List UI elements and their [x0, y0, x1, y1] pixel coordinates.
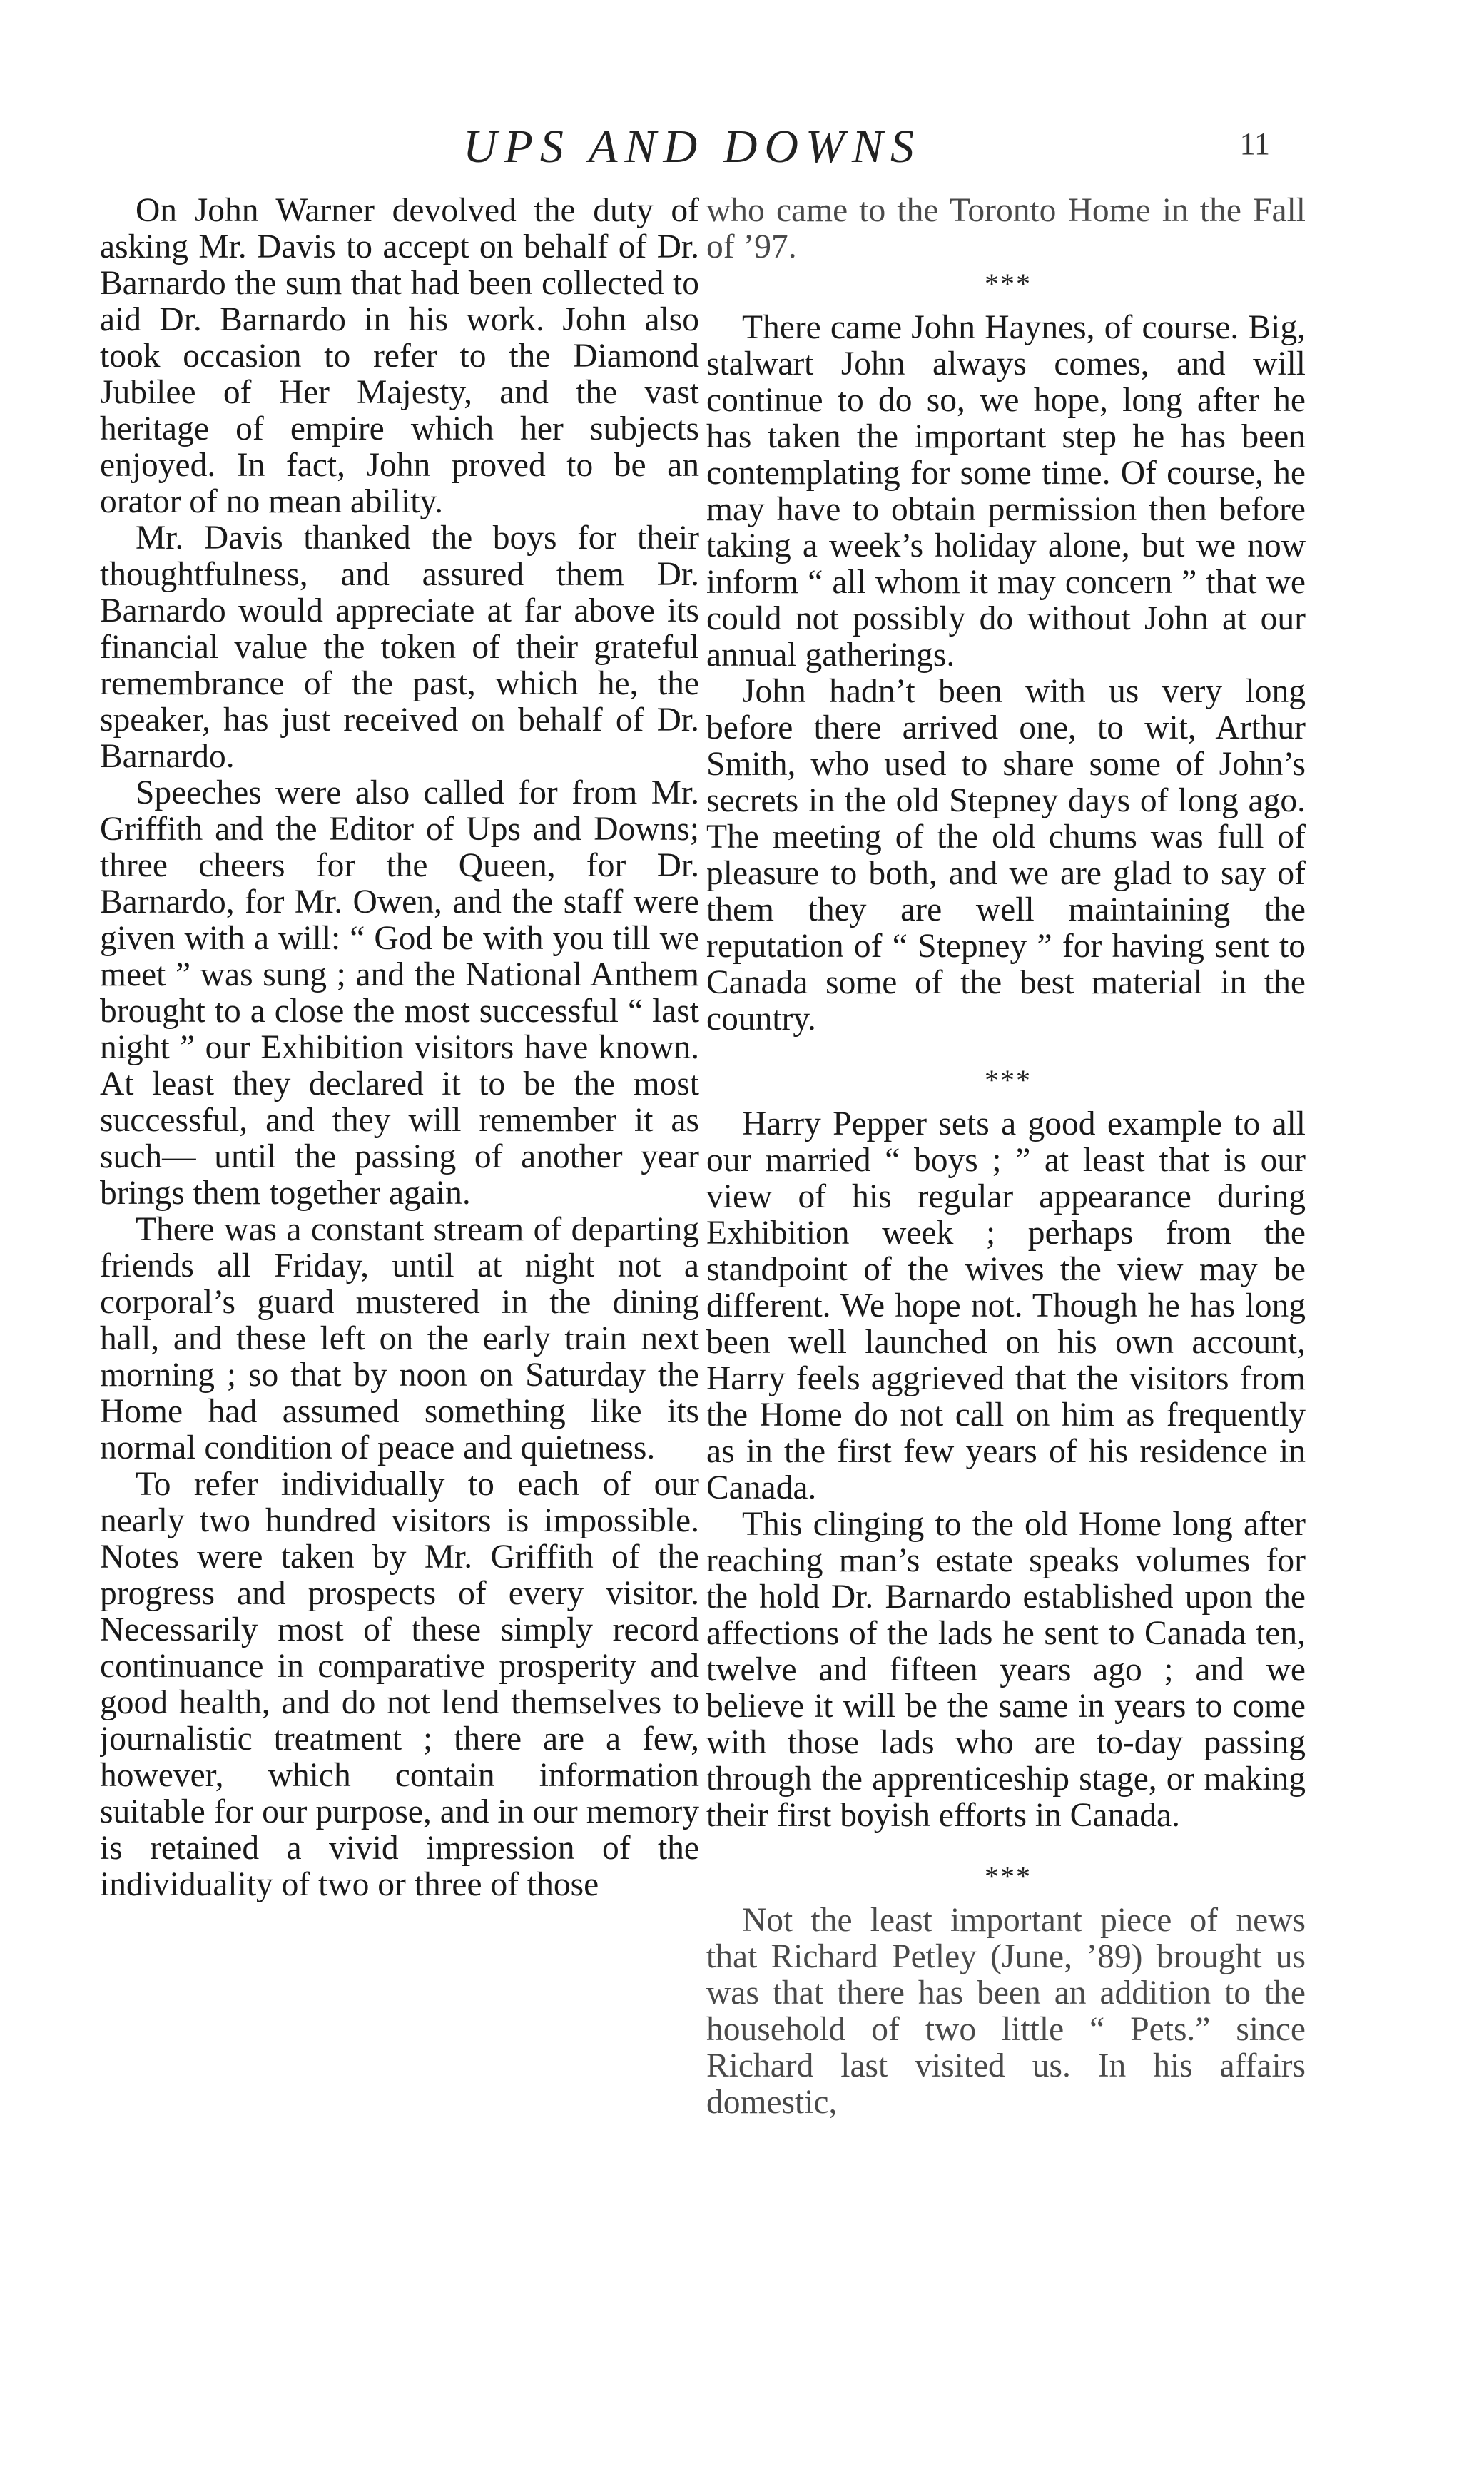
paragraph-clinging-home: This clinging to the old Home long after reaching man’s estate speaks volumes for the hold Dr. Barnardo established upon the affections of the lads he sent to Canada ten, twelve and fifteen years ago ; and we believe it will be the same in years to come with those lads who are to-day passing through the apprenticeship stage, or making their first boyish efforts in Canada. — [706, 1506, 1306, 1834]
paragraph-harry-pepper: Harry Pepper sets a good example to all our married “ boys ; ” at least that is our view of his regular appearance during Exhibition week ; perhaps from the standpoint of the wives the view may be different. We hope not. Though he has long been well launched on his own account, Harry feels aggrieved that the visitors from the Home do not call on him as frequently as in the first few years of his residence in Canada. — [706, 1105, 1306, 1506]
page-number: 11 — [1239, 126, 1270, 161]
paragraph-departing-friends: There was a constant stream of departing friends all Friday, until at night not a corporal’s guard mustered in the dining hall, and these left on the early train next morning ; so that by noon on Saturday the Home had assumed something like its normal condition of peace and quietness. — [100, 1211, 699, 1466]
section-separator-1: * * * — [985, 268, 1027, 300]
paragraph-continuation: who came to the Toronto Home in the Fall of ’97. — [706, 193, 1306, 265]
running-head — [0, 120, 1484, 177]
right-column — [706, 193, 1306, 2333]
left-column — [100, 193, 699, 2333]
section-separator-3: * * * — [985, 1860, 1027, 1892]
paragraph-warner-address: On John Warner devolved the duty of asking Mr. Davis to accept on behalf of Dr. Barnardo the sum that had been collected to aid Dr. Barnardo in his work. John also took occasion to refer to the Diamond Jubilee of Her Majesty, and the vast heritage of empire which her subjects enjoyed. In fact, John proved to be an orator of no mean ability. — [100, 193, 699, 520]
paragraph-davis-thanks: Mr. Davis thanked the boys for their thoughtfulness, and assured them Dr. Barnardo would appreciate at far above its financial value the token of their grateful remembrance of the past, which he, the speaker, has just received on behalf of Dr. Barnardo. — [100, 519, 699, 775]
running-title: UPS AND DOWNS — [462, 121, 922, 173]
paragraph-speeches: Speeches were also called for from Mr. Griffith and the Editor of Ups and Downs; three cheers for the Queen, for Dr. Barnardo, for Mr. Owen, and the staff were given with a will: “ God be with you till we meet ” was sung ; and the National Anthem brought to a close the most successful “ last night ” our Exhibition visitors have known. At least they declared it to be the most successful, and they will remember it as such— until the passing of another year brings them together again. — [100, 774, 699, 1212]
section-separator-2: * * * — [985, 1064, 1027, 1096]
paragraph-richard-petley: Not the least important piece of news that Richard Petley (June, ’89) brought us was that there has been an addition to the household of two little “ Pets.” since Richard last visited us. In his affairs domestic, — [706, 1902, 1306, 2121]
paragraph-john-haynes: There came John Haynes, of course. Big, stalwart John always comes, and will continue to do so, we hope, long after he has taken the important step he has been contemplating for some time. Of course, he may have to obtain permission then before taking a week’s holiday alone, but we now inform “ all whom it may concern ” that we could not possibly do without John at our annual gatherings. — [706, 309, 1306, 674]
paragraph-arthur-smith: John hadn’t been with us very long before there arrived one, to wit, Arthur Smith, who used to share some of John’s secrets in the old Stepney days of long ago. The meeting of the old chums was full of pleasure to both, and we are glad to say of them they are well maintaining the reputation of “ Stepney ” for having sent to Canada some of the best material in the country. — [706, 673, 1306, 1038]
paragraph-visitors-notes: To refer individually to each of our nearly two hundred visitors is impossible. Notes were taken by Mr. Griffith of the progress and prospects of every visitor. Necessarily most of these simply record continuance in comparative prosperity and good health, and do not lend themselves to journalistic treatment ; there are a few, however, which contain information suitable for our purpose, and in our memory is retained a vivid impression of the individuality of two or three of those — [100, 1466, 699, 1903]
